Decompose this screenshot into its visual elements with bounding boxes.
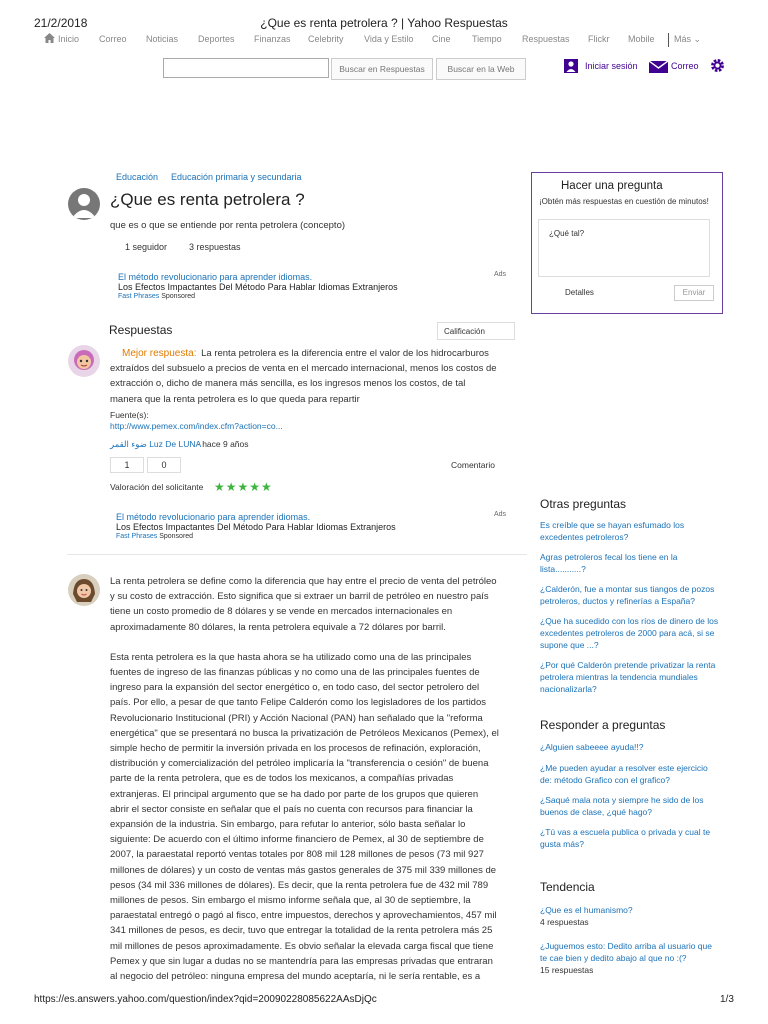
- gear-icon[interactable]: [710, 58, 725, 78]
- answer-line: La renta petrolera se define como la diferencia que hay entre el precio de venta del petróleo: [110, 576, 497, 587]
- ad-link[interactable]: El método revolucionario para aprender idiomas.: [116, 512, 311, 522]
- other-question-item[interactable]: ¿Calderón, fue a montar sus tiangos de pozos petroleros, ductos y refinerías a España?: [540, 584, 715, 606]
- answers-count: 3 respuestas: [189, 242, 241, 252]
- ad-link[interactable]: El método revolucionario para aprender idiomas.: [118, 272, 313, 282]
- answer-question-item[interactable]: ¿Me pueden ayudar a resolver este ejercicio de: método Grafico con el grafico?: [540, 763, 708, 785]
- trending-count: 4 respuestas: [540, 917, 589, 927]
- search-input[interactable]: [163, 58, 329, 78]
- thumbs-down-count: 0: [161, 460, 167, 470]
- print-date: 21/2/2018: [34, 16, 88, 30]
- ads-label: Ads: [494, 511, 507, 518]
- other-question-item[interactable]: ¿Que ha sucedido con los ríos de dinero de los excedentes petroleros de 2000 para acá, si se supone que ...?: [540, 616, 719, 650]
- trending-item[interactable]: ¿Que es el humanismo? 4 respuestas: [540, 905, 633, 927]
- search-answers-button[interactable]: Buscar en Respuestas: [331, 58, 433, 80]
- comment-link[interactable]: Comentario: [451, 460, 495, 470]
- answer-line: pesos (34 mil 336 millones de dólares). Es decir, que la renta petrolera fue de 432 mil 789: [110, 879, 489, 891]
- answer-line: mil millones de pesos aproximadamente. Es obvio señalar la elevada carga fiscal que tiene: [110, 940, 494, 952]
- print-url: https://es.answers.yahoo.com/question/index?qid=20090228085622AAsDjQc: [34, 994, 377, 1005]
- answer-line: ingreso para la expansión del sector energético o, en todo caso, del sector petrolero del: [110, 682, 480, 694]
- other-question-item[interactable]: ¿Por qué Calderón pretende privatizar la renta petrolera mientras la tendencia mundiales nacionalizarla?: [540, 660, 716, 694]
- question-placeholder: ¿Qué tal?: [549, 229, 585, 238]
- answer-body: [110, 574, 522, 984]
- question-textarea[interactable]: [538, 219, 710, 277]
- ask-question-panel: [531, 172, 723, 314]
- best-answer-body: [110, 346, 520, 407]
- ask-title: Hacer una pregunta: [561, 180, 663, 192]
- answer-time: · hace 9 años: [197, 439, 249, 449]
- answer-line: Revolucionario Institucional (PRI) y Acción Nacional (PAN) han señalado que la "reforma: [110, 712, 483, 724]
- question-detail: que es o que se entiende por renta petrolera (concepto): [110, 220, 346, 231]
- ad-source: [116, 533, 193, 540]
- trending-heading: Tendencia: [540, 880, 595, 894]
- answer-question-item[interactable]: ¿Alguien sabeeee ayuda!!?: [540, 742, 644, 752]
- ask-subtitle: ¡Obtén más respuestas en cuestión de minutos!: [539, 197, 709, 206]
- rating-label: Valoración del solicitante: [110, 482, 204, 492]
- answer-line: paraestatal entregó o pagó al fisco, entre impuestos, derechos y aprovechamientos, 457 mil: [110, 910, 497, 922]
- nav-item-noticias[interactable]: Noticias: [146, 34, 179, 44]
- answer-line: millones de dólares) y un costo de ventas más gastos generales de 375 mil 339 millones de: [110, 864, 497, 876]
- answer-line: Esta renta petrolera es la que hasta ahora se ha utilizado como una de las principales: [110, 651, 472, 663]
- breadcrumb-educacion[interactable]: Educación: [116, 172, 159, 182]
- answer-line: fuentes de ingreso de las finanzas públicas y no como una de las principales fuentes de: [110, 667, 480, 679]
- details-link[interactable]: Detalles: [565, 288, 594, 297]
- send-button[interactable]: Enviar: [674, 285, 714, 301]
- ads-label: Ads: [494, 271, 507, 278]
- sort-select[interactable]: Calificación: [437, 322, 515, 340]
- ad-title[interactable]: Los Efectos Impactantes Del Método Para Hablar Idiomas Extranjeros: [118, 282, 398, 292]
- search-web-button[interactable]: Buscar en la Web: [436, 58, 526, 80]
- answers-heading: Respuestas: [109, 323, 173, 337]
- answer-line: aproximadamente 80 dólares, la renta petrolera equivale a 72 dólares por barril.: [110, 621, 446, 633]
- asker-avatar[interactable]: [68, 188, 100, 220]
- best-answer-line-3: extracción o, dicho de manera más sencilla, es los ingresos menos los costos, de tal: [110, 378, 466, 390]
- other-questions-heading: Otras preguntas: [540, 497, 627, 511]
- answer-line: extranjeras. El principal argumento que se ha dado por parte de los grupos que quieren: [110, 788, 479, 800]
- signin-link[interactable]: Iniciar sesión: [585, 61, 638, 71]
- other-question-item[interactable]: Agras petroleros fecal los tiene en la lista...........?: [540, 552, 678, 574]
- answer-paragraph-2: [110, 650, 522, 984]
- answer-question-item[interactable]: ¿Tú vas a escuela publica o privada y cual te gusta más?: [540, 827, 711, 849]
- nav-item-cine[interactable]: Cine: [432, 34, 451, 44]
- answer-line: parte de la renta petrolera, que es de todos los mexicanos, a compañías privadas: [110, 773, 454, 785]
- best-answer-line-4: manera que la renta petrolera es lo que queda para repartir: [110, 393, 360, 405]
- best-answer-avatar[interactable]: [68, 345, 100, 382]
- nav-divider: [668, 33, 669, 47]
- answer-line: abrir el sector consiste en señalar que el país no cuenta con recursos para financiar la: [110, 803, 473, 815]
- answer-line: Pemex y que sin lugar a dudas no se mantendría para las empresas privadas que entraran: [110, 955, 493, 967]
- answer-divider: [67, 554, 527, 555]
- chevron-down-icon: ⌄: [693, 34, 702, 44]
- rating-stars: ★★★★★: [214, 480, 273, 494]
- nav-item-flickr[interactable]: Flickr: [588, 34, 610, 44]
- breadcrumb-primaria[interactable]: Educación primaria y secundaria: [171, 172, 302, 182]
- answer-question-item[interactable]: ¿Saqué mala nota y siempre he sido de los buenos de clase, ¿qué hago?: [540, 795, 704, 817]
- mail-icon[interactable]: [649, 60, 668, 78]
- nav-item-respuestas[interactable]: Respuestas: [522, 34, 570, 44]
- nav-more[interactable]: [674, 34, 701, 45]
- source-link[interactable]: http://www.pemex.com/index.cfm?action=co...: [110, 421, 283, 431]
- followers-count[interactable]: 1 seguidor: [125, 242, 168, 252]
- answer-line: distribución y comercialización del petróleo implicaría la "transferencia o cesión" de buena: [110, 758, 489, 770]
- answer-line: 2007, la paraestatal reportó ventas totales por 808 mil 128 millones de pesos (73 mil 927: [110, 849, 484, 861]
- answer-line: 341 millones de pesos, es decir, tuvo que entregar la totalidad de la renta petrolera más 25: [110, 925, 493, 937]
- trending-count: 15 respuestas: [540, 965, 594, 975]
- answer-line: tiene un costo promedio de 8 dólares y se vende en mercados internacionales en: [110, 606, 453, 618]
- thumbs-down-button[interactable]: [147, 457, 181, 473]
- ad-sponsored: Sponsored: [159, 533, 194, 540]
- nav-item-finanzas[interactable]: Finanzas: [254, 34, 291, 44]
- trending-item[interactable]: ¿Juguemos esto: Dedito arriba al usuario que te cae bien y dedito abajo al que no :(? 15 respuestas: [540, 941, 712, 975]
- nav-item-vida-estilo[interactable]: Vida y Estilo: [364, 34, 414, 44]
- best-answer-label: Mejor respuesta:: [122, 348, 197, 359]
- answer-line: simple hecho de permitir la inversión privada en los procesos de refinación, exploración,: [110, 743, 481, 755]
- ad-source-name[interactable]: Fast Phrases: [116, 533, 158, 540]
- home-icon[interactable]: [44, 33, 55, 45]
- nav-more-label: Más: [674, 34, 692, 44]
- print-page-number: 1/3: [720, 994, 734, 1005]
- nav-item-deportes[interactable]: Deportes: [198, 34, 235, 44]
- nav-item-tiempo[interactable]: Tiempo: [472, 34, 502, 44]
- ad-source: [118, 293, 195, 300]
- answer-line: al negocio del petróleo: ninguna empresa del mundo aceptaría, ni le sería rentable, es a: [110, 971, 481, 983]
- answer-author[interactable]: ضوء القمر Luz De LUNA: [110, 439, 202, 449]
- answer-line: expansión de la industria. Sin embargo, para refutar lo anterior, sólo basta señalar lo: [110, 819, 466, 831]
- sources-label: Fuente(s):: [110, 410, 149, 420]
- nav-item-correo[interactable]: Correo: [99, 34, 127, 44]
- print-title: ¿Que es renta petrolera ? | Yahoo Respuestas: [260, 16, 508, 30]
- answer-line: energética" que se presentará no busca la privatización de Petróleos Mexicanos (Pemex), el: [110, 727, 499, 739]
- nav-item-celebrity[interactable]: Celebrity: [308, 34, 344, 44]
- ad-title[interactable]: Los Efectos Impactantes Del Método Para Hablar Idiomas Extranjeros: [116, 522, 396, 532]
- answer-line: millones de pesos. Sin embargo el mismo informe señala que, al 30 de septiembre, la: [110, 895, 471, 907]
- answer-line: país. Por ello, a pesar de que tanto Felipe Calderón como los legisladores de los partidos: [110, 697, 486, 709]
- ad-source-name[interactable]: Fast Phrases: [118, 293, 160, 300]
- answer-questions-heading: Responder a preguntas: [540, 718, 666, 732]
- answer-line: y su costo de extracción. Esto significa que si extraer un barril de petróleo en nuestro país: [110, 591, 489, 603]
- nav-item-inicio[interactable]: Inicio: [58, 34, 80, 44]
- thumbs-up-button[interactable]: [110, 457, 144, 473]
- question-title: ¿Que es renta petrolera ?: [110, 190, 305, 209]
- answer-avatar[interactable]: [68, 574, 100, 611]
- answer-paragraph-1: [110, 574, 522, 635]
- best-answer-line-2: extraídos del subsuelo a precios de venta en el mercado internacional, menos los costos de: [110, 363, 497, 375]
- best-answer-line-1: La renta petrolera es la diferencia entre el valor de los hidrocarburos: [201, 348, 489, 359]
- mail-link[interactable]: Correo: [671, 61, 699, 71]
- answer-line: siguiente: De acuerdo con el último informe financiero de Pemex, al 30 de septiembre de: [110, 834, 484, 846]
- user-icon[interactable]: [564, 59, 578, 73]
- nav-item-mobile[interactable]: Mobile: [628, 34, 655, 44]
- thumbs-up-count: 1: [124, 460, 130, 470]
- top-nav: [42, 34, 732, 48]
- other-question-item[interactable]: Es creíble que se hayan esfumado los excedentes petroleros?: [540, 520, 685, 542]
- ad-sponsored: Sponsored: [161, 293, 196, 300]
